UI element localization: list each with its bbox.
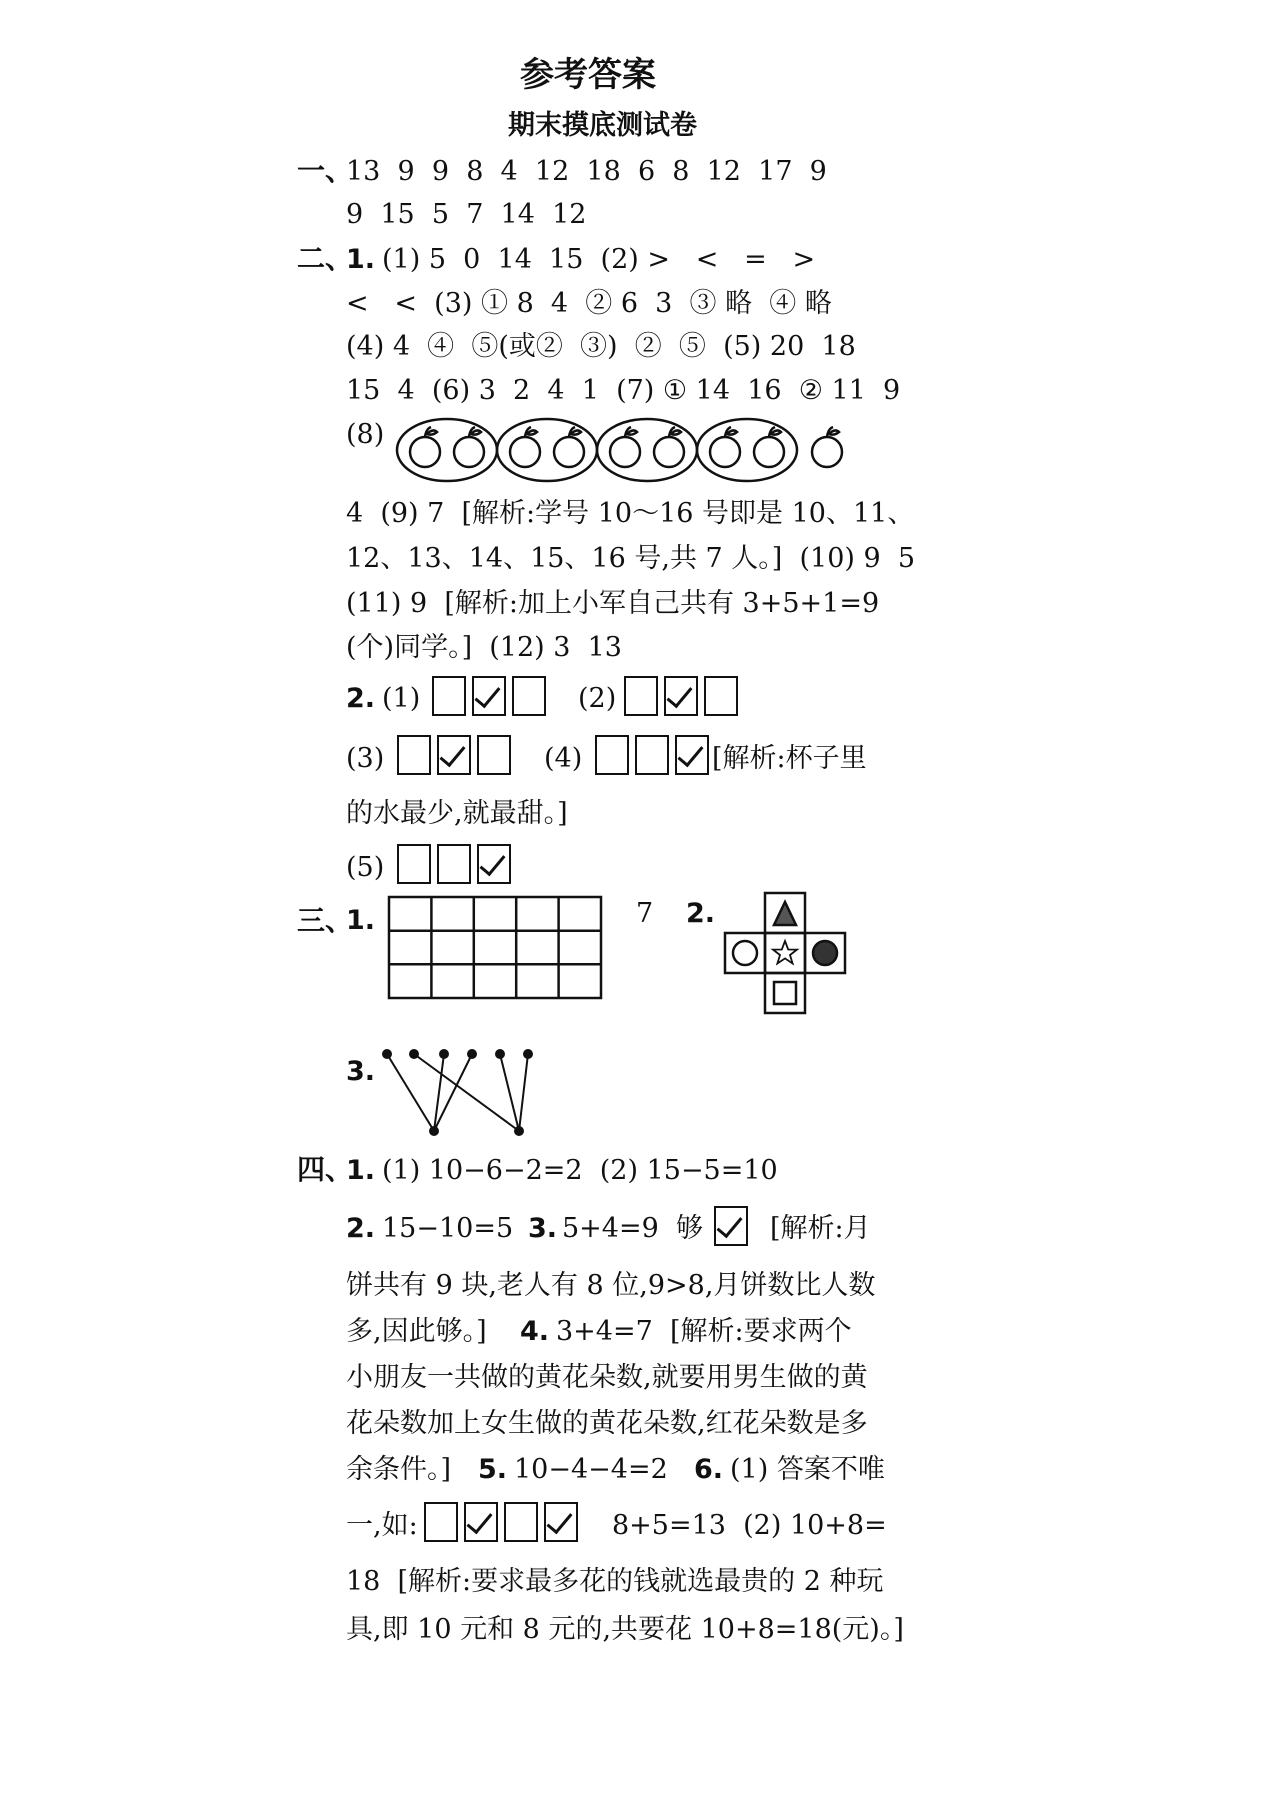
apple-group-oval-2 bbox=[497, 419, 597, 481]
section-2-line-2: < < (3) ① 8 4 ② 6 3 ③ 略 ④ 略 bbox=[346, 288, 832, 319]
section-3-label: 三、 bbox=[297, 904, 354, 937]
q2-part-5-label: (5) bbox=[346, 852, 385, 883]
checked-answer-box bbox=[664, 676, 698, 716]
section-4-q3-box bbox=[714, 1206, 754, 1246]
q2-part-4-note-line-2: 的水最少,就最甜。] bbox=[346, 798, 568, 829]
section-4-line-4: 饼共有 9 块,老人有 8 位,9>8,月饼数比人数 bbox=[346, 1270, 876, 1301]
q2-part-3-boxes bbox=[397, 735, 517, 775]
square-icon bbox=[774, 982, 796, 1004]
section-4-label: 四、 bbox=[297, 1153, 354, 1186]
answer-box bbox=[704, 676, 738, 716]
section-4-q3-number: 3. bbox=[528, 1213, 558, 1244]
page-subtitle: 期末摸底测试卷 bbox=[508, 110, 697, 141]
grid-figure bbox=[388, 896, 604, 1001]
apple-icon bbox=[454, 427, 484, 467]
section-4-q1-text: (1) 10−6−2=2 (2) 15−5=10 bbox=[382, 1155, 778, 1186]
section-3-q2-number: 2. bbox=[686, 898, 716, 929]
star-icon bbox=[773, 941, 797, 964]
section-2-line-3: (4) 4 ④ ⑤(或② ③) ② ⑤ (5) 20 18 bbox=[346, 331, 856, 362]
answer-box bbox=[397, 735, 431, 775]
section-4-line-11: 具,即 10 元和 8 元的,共要花 10+8=18(元)。] bbox=[346, 1614, 904, 1645]
apple-group-oval-4 bbox=[697, 419, 797, 481]
section-4-line-8c: (1) 答案不唯 bbox=[730, 1454, 885, 1485]
checked-answer-box bbox=[675, 735, 709, 775]
q2-part-2-boxes bbox=[624, 676, 744, 716]
section-4-q6-number: 6. bbox=[694, 1454, 724, 1485]
section-4-q4-number: 4. bbox=[520, 1316, 550, 1347]
section-2-q2-number: 2. bbox=[346, 683, 376, 714]
section-3-q1-answer: 7 bbox=[636, 898, 654, 929]
checked-answer-box bbox=[472, 676, 506, 716]
apple-icon bbox=[812, 427, 842, 467]
apple-icon bbox=[754, 427, 784, 467]
answer-box bbox=[437, 844, 471, 884]
section-4-line-9b: 8+5=13 (2) 10+8= bbox=[612, 1510, 887, 1541]
section-4-line-9a: 一,如: bbox=[346, 1510, 418, 1541]
q2-part-1-label: (1) bbox=[382, 683, 421, 714]
section-4-line-8a: 余条件。] bbox=[346, 1454, 452, 1485]
section-2-line-1: (1) 5 0 14 15 (2) > < = > bbox=[382, 244, 816, 275]
apple-icon bbox=[710, 427, 740, 467]
section-4-q5-number: 5. bbox=[478, 1454, 508, 1485]
checked-answer-box bbox=[464, 1502, 498, 1542]
q2-part-4-boxes bbox=[595, 735, 715, 775]
circle-icon bbox=[733, 941, 757, 965]
section-4-line-10: 18 [解析:要求最多花的钱就选最贵的 2 种玩 bbox=[346, 1566, 884, 1597]
section-2-line-7: 12、13、14、15、16 号,共 7 人。] (10) 9 5 bbox=[346, 543, 916, 574]
answer-box bbox=[624, 676, 658, 716]
section-4-line-8b: 10−4−4=2 bbox=[514, 1454, 668, 1485]
apple-icon bbox=[410, 427, 440, 467]
apple-group-oval-3 bbox=[597, 419, 697, 481]
section-2-line-8: (11) 9 [解析:加上小军自己共有 3+5+1=9 bbox=[346, 588, 880, 619]
section-2-line-4: 15 4 (6) 3 2 4 1 (7) ① 14 16 ② 11 9 bbox=[346, 375, 901, 406]
section-2-line-6: 4 (9) 7 [解析:学号 10～16 号即是 10、11、 bbox=[346, 498, 915, 529]
answer-box bbox=[477, 735, 511, 775]
apple-icon bbox=[610, 427, 640, 467]
section-2-q1-number: 1. bbox=[346, 244, 376, 275]
apple-icon bbox=[510, 427, 540, 467]
q2-part-4-note: [解析:杯子里 bbox=[712, 743, 867, 774]
section-4-q1-number: 1. bbox=[346, 1155, 376, 1186]
answer-box bbox=[595, 735, 629, 775]
apple-icon bbox=[654, 427, 684, 467]
section-4-line-5b: 3+4=7 [解析:要求两个 bbox=[556, 1316, 852, 1347]
section-3-q3-number: 3. bbox=[346, 1056, 376, 1087]
section-2-line-5-label: (8) bbox=[346, 419, 385, 450]
section-1-label: 一、 bbox=[297, 154, 354, 187]
q2-part-1-boxes bbox=[432, 676, 552, 716]
q2-part-5-boxes bbox=[397, 844, 517, 884]
checked-answer-box bbox=[477, 844, 511, 884]
apple-group-oval-1 bbox=[397, 419, 497, 481]
apple-icon bbox=[554, 427, 584, 467]
q2-part-2-label: (2) bbox=[578, 683, 617, 714]
apple-groups-figure bbox=[395, 410, 855, 490]
answer-box bbox=[512, 676, 546, 716]
section-1-line-2: 9 15 5 7 14 12 bbox=[346, 199, 587, 230]
section-4-q3-text: 5+4=9 够 bbox=[562, 1213, 703, 1244]
answer-box bbox=[635, 735, 669, 775]
q2-part-4-label: (4) bbox=[544, 743, 583, 774]
section-4-line-7: 花朵数加上女生做的黄花朵数,红花朵数是多 bbox=[346, 1408, 868, 1439]
cube-net-figure bbox=[724, 892, 854, 1032]
section-1-line-1: 13 9 9 8 4 12 18 6 8 12 17 9 bbox=[346, 156, 827, 187]
checked-answer-box bbox=[437, 735, 471, 775]
q2-part-3-label: (3) bbox=[346, 743, 385, 774]
answer-box bbox=[432, 676, 466, 716]
section-4-q2-text: 15−10=5 bbox=[382, 1213, 514, 1244]
checked-answer-box bbox=[714, 1206, 748, 1246]
section-4-line-5a: 多,因此够。] bbox=[346, 1316, 487, 1347]
answer-box bbox=[424, 1502, 458, 1542]
filled-circle-icon bbox=[813, 941, 837, 965]
section-2-label: 二、 bbox=[297, 242, 354, 275]
section-4-q3-note: [解析:月 bbox=[770, 1213, 871, 1244]
section-4-line-6: 小朋友一共做的黄花朵数,就要用男生做的黄 bbox=[346, 1362, 868, 1393]
page-title: 参考答案 bbox=[520, 55, 656, 95]
answer-box bbox=[504, 1502, 538, 1542]
answer-box bbox=[397, 844, 431, 884]
section-2-line-9: (个)同学。] (12) 3 13 bbox=[346, 632, 622, 663]
checked-answer-box bbox=[544, 1502, 578, 1542]
line-matching-figure bbox=[382, 1050, 562, 1140]
section-4-q6-boxes bbox=[424, 1502, 584, 1542]
triangle-icon bbox=[774, 902, 796, 925]
section-4-q2-number: 2. bbox=[346, 1213, 376, 1244]
section-3-q1-number: 1. bbox=[346, 905, 376, 936]
